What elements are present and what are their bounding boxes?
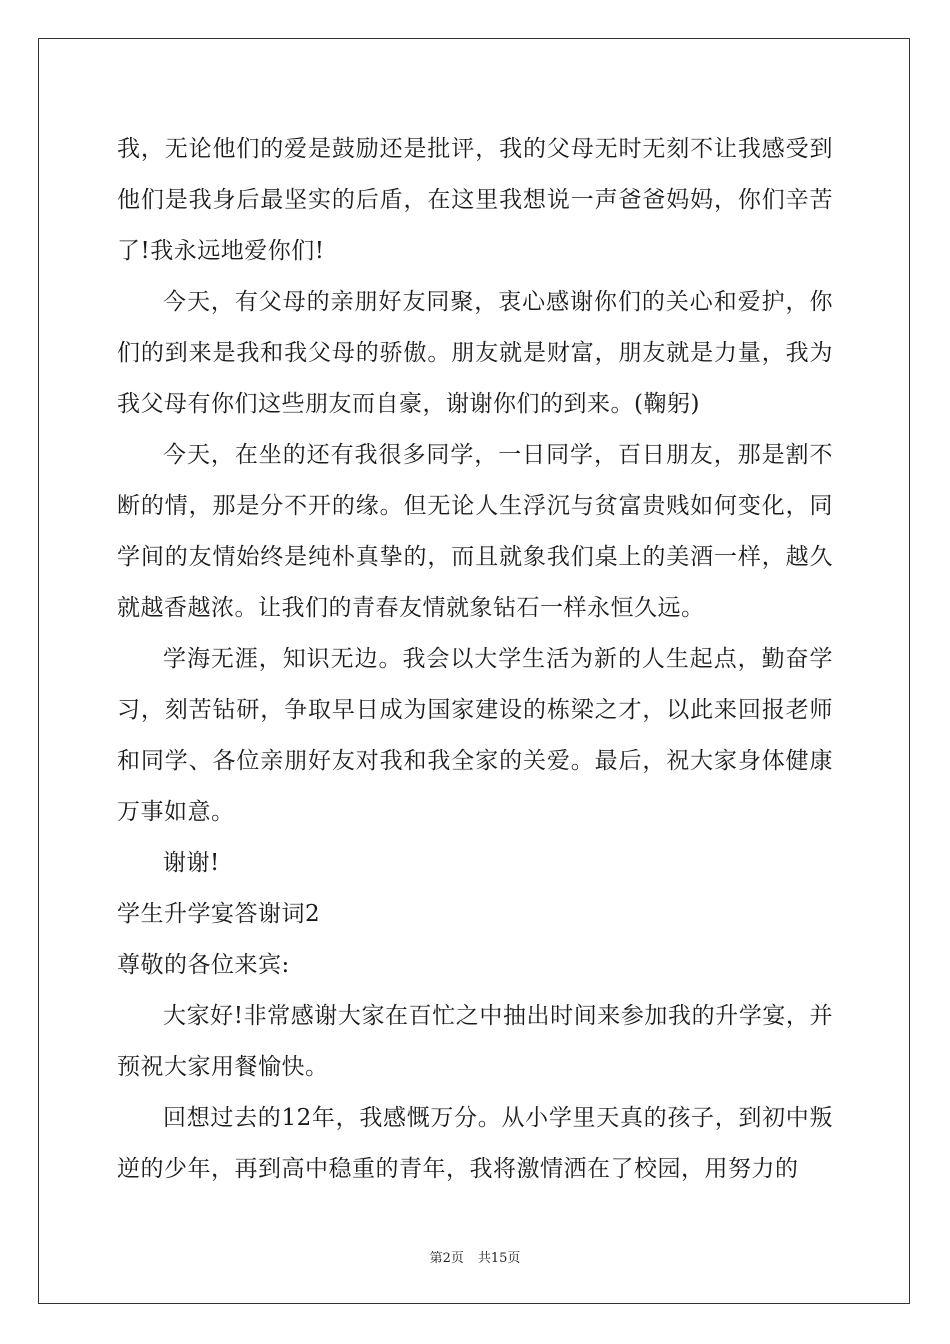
document-body [117,124,833,1195]
paragraph-2: 今天，有父母的亲朋好友同聚，衷心感谢你们的关心和爱护，你们的到来是我和我父母的骄傲。朋友就是财富，朋友就是力量，我为我父母有你们这些朋友而自豪，谢谢你们的到来。(鞠躬) [117,289,833,417]
salutation: 尊敬的各位来宾: [117,952,290,978]
paragraph-3: 今天，在坐的还有我很多同学，一日同学，百日朋友，那是割不断的情，那是分不开的缘。但无论人生浮沉与贫富贵贱如何变化，同学间的友情始终是纯朴真挚的，而且就象我们桌上的美酒一样，越久就越香越浓。让我们的青春友情就象钻石一样永恒久远。 [117,442,833,621]
page-footer [0,1247,950,1266]
paragraph-recollection: 回想过去的12年，我感慨万分。从小学里天真的孩子，到初中叛逆的少年，再到高中稳重的青年，我将激情洒在了校园，用努力的 [117,1105,833,1182]
paragraph-1: 我，无论他们的爱是鼓励还是批评，我的父母无时无刻不让我感受到他们是我身后最坚实的后盾，在这里我想说一声爸爸妈妈，你们辛苦了!我永远地爱你们! [117,136,833,264]
page-total: 共15页 [477,1251,521,1266]
paragraph-thanks: 谢谢! [163,850,220,876]
paragraph-greeting: 大家好!非常感谢大家在百忙之中抽出时间来参加我的升学宴，并预祝大家用餐愉快。 [117,1003,833,1080]
paragraph-4: 学海无涯，知识无边。我会以大学生活为新的人生起点，勤奋学习，刻苦钻研，争取早日成为国家建设的栋梁之才，以此来回报老师和同学、各位亲朋好友对我和我全家的关爱。最后，祝大家身体健康万事如意。 [117,646,833,825]
section-heading: 学生升学宴答谢词2 [117,901,321,927]
page-number: 第2页 [429,1251,464,1266]
